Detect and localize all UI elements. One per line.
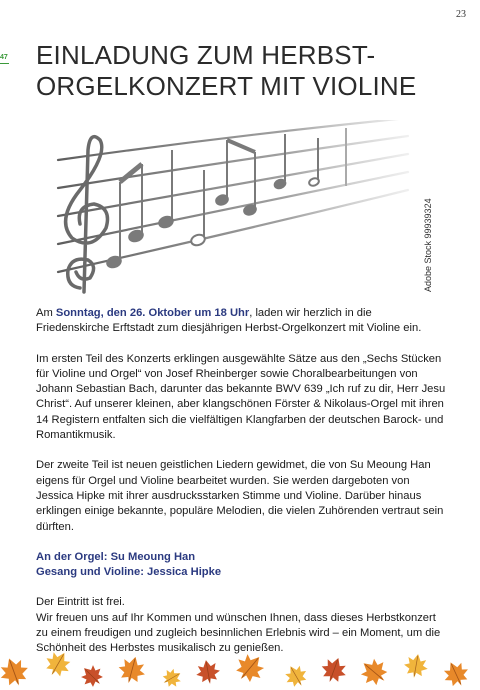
performer-credits xyxy=(36,550,448,581)
leaf-icon xyxy=(76,660,108,690)
page-number: 23 xyxy=(456,9,466,20)
autumn-leaves-border xyxy=(0,642,480,690)
music-staff-image xyxy=(36,120,416,300)
paragraph-first-part: Im ersten Teil des Konzerts erklingen ausgewählte Sätze aus den „Sechs Stücken für Violine und Orgel“ von Josef Rheinberger sowie Choralbearbeitungen von Johann Sebastian Bach, darunter das bekannte BWV 639 „Ich ruf zu dir, Herr Jesu Christ“. Auf unserer kleinen, aber klangschönen Förster & Nikolaus-Orgel mit ihren 14 Registern entfalten sich die vielfältigen Klangfarben der deutschen Barock- und Romantikmusik. xyxy=(36,352,446,442)
vocals-credit: Gesang und Violine: Jessica Hipke xyxy=(36,566,222,579)
intro-before: Am xyxy=(36,307,56,319)
intro-after: , laden wir herzlich in die Friedenskirche Erftstadt zum diesjährigen Herbst-Orgelkonzert mit Violine ein. xyxy=(36,307,422,335)
leaf-icon xyxy=(355,653,393,690)
leaf-icon xyxy=(159,665,185,690)
event-date: Sonntag, den 26. Oktober um 18 Uhr xyxy=(55,307,250,319)
page-title: EINLADUNG ZUM HERBST-ORGELKONZERT MIT VIOLINE xyxy=(36,40,417,101)
intro-paragraph xyxy=(36,306,448,337)
admission-line: Der Eintritt ist frei. xyxy=(36,596,125,609)
article-body xyxy=(36,306,448,672)
leaf-icon xyxy=(0,654,32,690)
paragraph-second-part: Der zweite Teil ist neuen geistlichen Liedern gewidmet, die von Su Meoung Han eigens für Orgel und Violine bearbeitet wurden. Sie werden dargeboten von Jessica Hipke mit ihrer ausdrucksstarken Stimme und Violine. Darüber hinaus erklingen einige bekannte, populäre Melodien, die vielen Zuhörenden vertraut sein dürften. xyxy=(36,459,444,533)
side-page-tag: 47 xyxy=(0,54,9,64)
photo-credit: Adobe Stock 99939324 xyxy=(423,198,433,292)
closing-text: Wir freuen uns auf Ihr Kommen und wünschen Ihnen, dass dieses Herbstkonzert zu einem freudigen und zugleich besinnlichen Erlebnis wird – ein Moment, um die Schönheit des Herbstes musikalisch zu genießen. xyxy=(36,611,441,655)
organ-credit: An der Orgel: Su Meoung Han xyxy=(36,550,196,563)
